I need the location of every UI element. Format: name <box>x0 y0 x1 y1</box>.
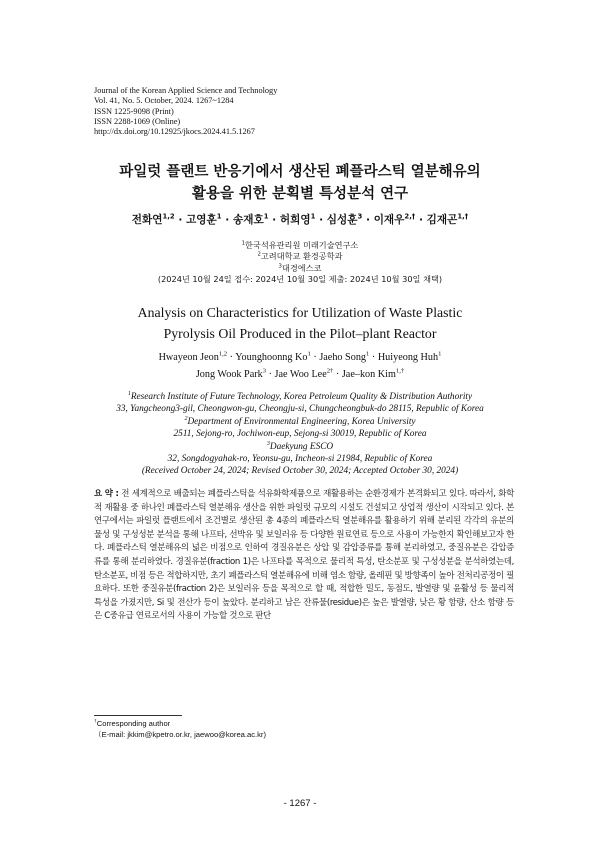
english-affiliation-line: (Received October 24, 2024; Revised October 30, 2024; Accepted October 30, 2024) <box>141 466 459 477</box>
author-affiliation-mark: 3 <box>357 212 363 221</box>
author-separator: · <box>369 352 378 363</box>
english-affiliation-line: 2511, Sejong-ro, Jochiwon-eup, Sejong-si 30019, Republic of Korea <box>173 429 427 440</box>
author-affiliation-mark: 1 <box>216 212 222 221</box>
author-separator: · <box>227 352 236 363</box>
author-name: Jae–kon Kim <box>341 369 396 380</box>
author-separator: · <box>221 214 233 226</box>
author-name: 이재우 <box>373 214 405 226</box>
english-affiliation-line: $^1$Research Institute of Future Technology, Korea Petroleum Quality & Distribution Authority <box>127 390 473 402</box>
author-separator: · <box>415 214 427 226</box>
korean-authors <box>0 212 600 227</box>
footnote-divider <box>94 715 182 716</box>
author-name: 심성훈 <box>326 214 358 226</box>
abstract-label: 요 약 : <box>94 489 119 499</box>
korean-title-line-1: 파일럿 플랜트 반응기에서 생산된 폐플라스틱 열분해유의 <box>119 164 481 180</box>
author-affiliation-mark: 1,2 <box>162 212 175 221</box>
author-separator: · <box>268 214 280 226</box>
korean-affiliation-2: $^2$고려대학교 환경공학과 <box>257 251 343 262</box>
korean-affiliation-3: $^3$대경에스코 <box>278 262 322 273</box>
english-title-line-1: Analysis on Characteristics for Utilization of Waste Plastic <box>137 305 463 320</box>
english-affiliation-line: $^2$Department of Environmental Engineering, Korea University <box>184 415 416 427</box>
corresponding-author: †Corresponding author <box>94 719 171 728</box>
author-name: 고영훈 <box>186 214 217 226</box>
author-separator: · <box>362 214 374 226</box>
author-affiliation-mark: 1 <box>263 212 269 221</box>
author-affiliation-mark: 2† <box>326 367 334 375</box>
page-number: - 1267 - <box>283 798 317 809</box>
korean-affiliation-1: $^1$한국석유관리원 미래기술연구소 <box>241 240 359 250</box>
author-separator: · <box>315 214 327 226</box>
korean-dates: (2024년 10월 24일 접수: 2024년 10월 30일 제출: 2024년 10월 30일 채택) <box>157 274 443 285</box>
author-separator: · <box>333 369 342 380</box>
author-name: Jaeho Song <box>319 352 367 363</box>
issn-online: ISSN 2288-1069 (Online) <box>94 116 181 126</box>
english-affiliations <box>0 391 600 478</box>
author-affiliation-mark: 1,† <box>395 367 405 375</box>
author-name: Jong Wook Park <box>195 369 263 380</box>
english-affiliation-line: 33, Yangcheong3-gil, Cheongwon-gu, Cheongju-si, Chungcheongbuk-do 28115, Republic of Korea <box>116 404 484 415</box>
author-name: Jae Woo Lee <box>274 369 327 380</box>
author-name: 허희영 <box>279 214 311 226</box>
author-affiliation-mark: 3 <box>262 367 267 375</box>
author-affiliation-mark: 1,† <box>457 212 469 221</box>
korean-abstract <box>94 488 514 624</box>
abstract-text: 전 세계적으로 배출되는 폐플라스틱을 석유화학제품으로 재활용하는 순환경제가 본격화되고 있다. 따라서, 화학적 재활용 중 하나인 폐플라스틱 열분해유 생산을 위한 파일럿 규모의 시설도 건설되고 상업적 생산이 시작되고 있다. 본 연구에서는 파일럿 플랜트에서 조건별로 생산된 총 4종의 폐플라스틱 열분해유를 활용하기 위해 분리된 각각의 유분의 물성 및 구성성분 분석을 통해 나프타, 선박유 및 보일러유 등 다양한 원료연료 등으로 사용이 가능한지 확인해보고자 한다. 폐플라스틱 열분해유의 넓은 비점으로 인하여 경질유분은 상압 및 감압증류를 통해 분리하였고, 중질유분은 감압증류를 통해 분리하였다. 경질유분(fraction 1)은 나프타를 목적으로 물리적 특성, 탄소분포 및 구성성분을 분석하였는데, 탄소분포, 비점 등은 적합하지만, 초기 폐플라스틱 열분해유에 비해 염소 함량, 올레핀 및 방향족이 높아 전처리공정이 필요하다. 또한 중질유분(fraction 2)은 보일러유 등을 목적으로 할 때, 적합한 밀도, 동점도, 발열량 및 윤활성 등 물리적 특성을 가졌지만, Si 및 전산가 등이 높았다. 분리하고 남은 잔류물(residue)은 높은 발열량, 낮은 황 함량, 산소 함량 등은 C중유급 연료로서의 사용이 가능할 것으로 판단 <box>94 489 514 622</box>
english-affiliation-line: 32, Songdogyahak-ro, Yeonsu-gu, Incheon-si 21984, Republic of Korea <box>167 454 433 465</box>
korean-title <box>0 161 600 205</box>
author-name: 송재호 <box>232 214 264 226</box>
author-affiliation-mark: 2,† <box>404 212 416 221</box>
korean-title-line-2: 활용을 위한 분획별 특성분석 연구 <box>191 186 409 202</box>
footnote <box>94 718 266 740</box>
journal-info <box>94 86 277 137</box>
author-separator: · <box>266 369 275 380</box>
doi-link[interactable]: http://dx.doi.org/10.12925/jkocs.2024.41.5.1267 <box>94 127 255 137</box>
author-separator: · <box>310 352 320 363</box>
author-name: Hwayeon Jeon <box>158 352 219 363</box>
author-affiliation-mark: 1,2 <box>218 350 228 358</box>
author-name: 김재곤 <box>426 214 458 226</box>
author-name: Younghoonng Ko <box>235 352 308 363</box>
author-name: 전화연 <box>131 214 163 226</box>
author-affiliation-mark: 1 <box>307 350 311 358</box>
author-separator: · <box>174 214 187 226</box>
author-name: Huiyeong Huh <box>377 352 439 363</box>
english-authors-line-2 <box>0 366 600 383</box>
english-affiliation-line: $^3$Daekyung ESCO <box>266 440 334 452</box>
english-authors <box>0 349 600 383</box>
english-title-line-2: Pyrolysis Oil Produced in the Pilot–plant Reactor <box>163 326 437 341</box>
author-affiliation-mark: 1 <box>438 350 442 358</box>
english-authors-line-1 <box>0 349 600 366</box>
author-affiliation-mark: 1 <box>310 212 316 221</box>
korean-affiliations <box>0 240 600 286</box>
author-affiliation-mark: 1 <box>366 350 370 358</box>
issn-print: ISSN 1225-9098 (Print) <box>94 106 174 116</box>
english-title <box>0 302 600 344</box>
journal-name: Journal of the Korean Applied Science and Technology <box>94 86 278 95</box>
corresponding-email: （E-mail: jkkim@kpetro.or.kr, jaewoo@korea.ac.kr) <box>94 730 266 739</box>
journal-volume: Vol. 41, No. 5. October, 2024. 1267~1284 <box>94 96 234 106</box>
